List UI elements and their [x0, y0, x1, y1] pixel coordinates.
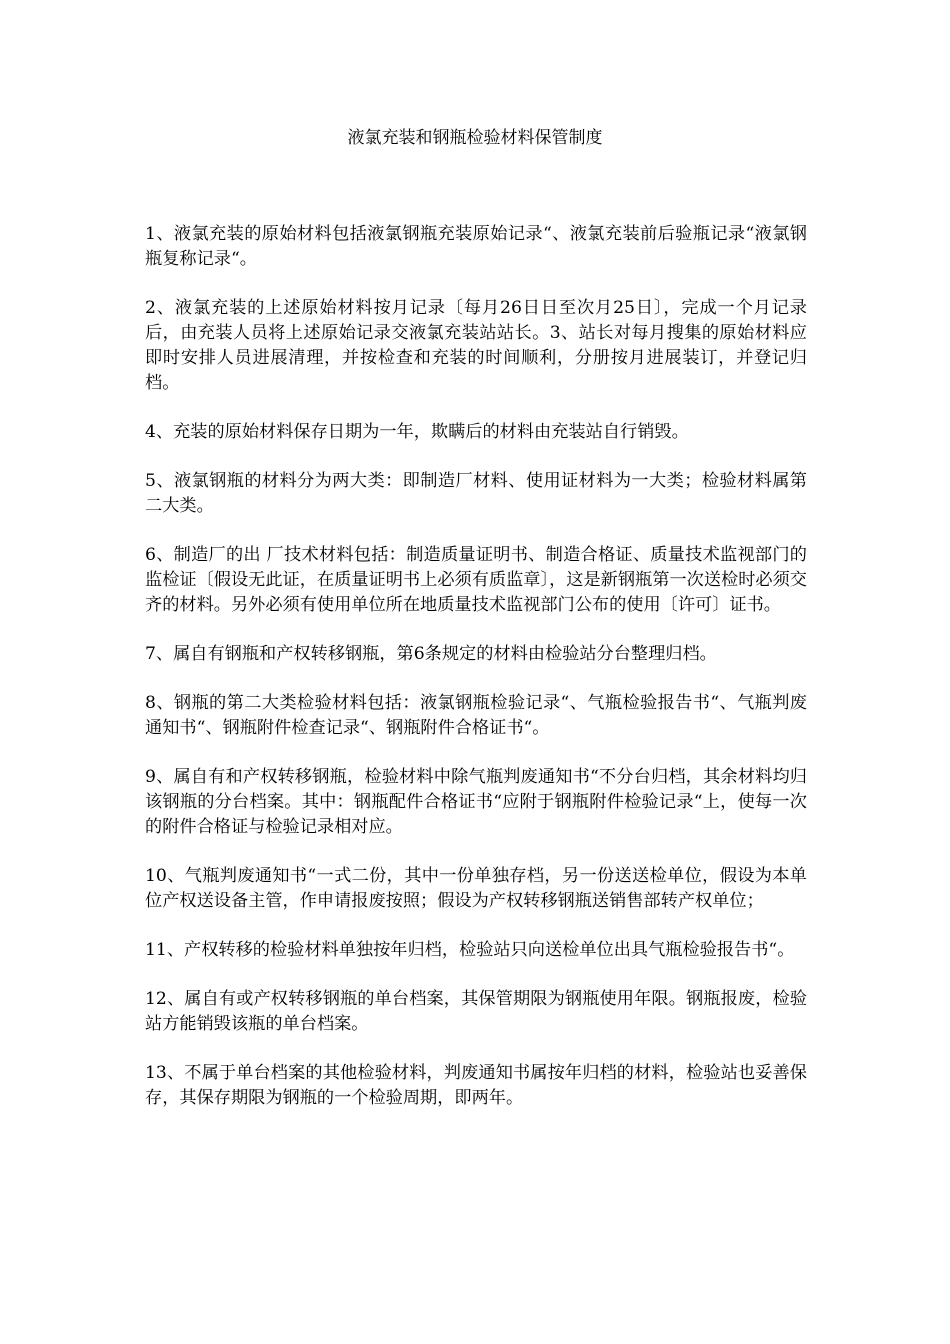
- paragraph-13: 13、不属于单台档案的其他检验材料，判废通知书属按年归档的材料，检验站也妥善保存，其保存期限为钢瓶的一个检验周期，即两年。: [145, 1063, 807, 1108]
- paragraph-6: 6、制造厂的出 厂技术材料包括：制造质量证明书、制造合格证、质量技术监视部门的监检证〔假设无此证，在质量证明书上必须有质监章〕，这是新钢瓶第一次送检时必须交齐的材料。另外必须有使用单位所在地质量技术监视部门公布的使用〔许可〕证书。: [145, 545, 807, 615]
- document-title: 液氯充装和钢瓶检验材料保管制度: [347, 128, 603, 148]
- paragraph-1: 1、液氯充装的原始材料包括液氯钢瓶充装原始记录“、液氯充装前后验瓶记录“液氯钢瓶复称记录“。: [145, 224, 807, 269]
- paragraph-2: 2、液氯充装的上述原始材料按月记录〔每月26日日至次月25日〕，完成一个月记录后，由充装人员将上述原始记录交液氯充装站站长。3、站长对每月搜集的原始材料应即时安排人员进展清理，并按检查和充装的时间顺利，分册按月进展装订，并登记归档。: [145, 298, 807, 393]
- paragraph-5: 5、液氯钢瓶的材料分为两大类：即制造厂材料、使用证材料为一大类；检验材料属第二大类。: [145, 471, 807, 516]
- paragraph-12: 12、属自有或产权转移钢瓶的单台档案，其保管期限为钢瓶使用年限。钢瓶报废，检验站方能销毁该瓶的单台档案。: [145, 989, 807, 1034]
- paragraph-4: 4、充装的原始材料保存日期为一年，欺瞒后的材料由充装站自行销毁。: [145, 422, 689, 442]
- paragraph-7: 7、属自有钢瓶和产权转移钢瓶，第6条规定的材料由检验站分台整理归档。: [145, 644, 717, 664]
- paragraph-10: 10、气瓶判废通知书“一式二份，其中一份单独存档，另一份送送检单位，假设为本单位产权送设备主管，作申请报废按照；假设为产权转移钢瓶送销售部转产权单位；: [145, 866, 807, 911]
- paragraph-11: 11、产权转移的检验材料单独按年归档，检验站只向送检单位出具气瓶检验报告书“。: [145, 940, 795, 960]
- paragraph-8: 8、钢瓶的第二大类检验材料包括：液氯钢瓶检验记录“、气瓶检验报告书“、气瓶判废通知书“、钢瓶附件检查记录“、钢瓶附件合格证书“。: [145, 693, 807, 738]
- paragraph-9: 9、属自有和产权转移钢瓶，检验材料中除气瓶判废通知书“不分台归档，其余材料均归该钢瓶的分台档案。其中：钢瓶配件合格证书“应附于钢瓶附件检验记录“上，使每一次的附件合格证与检验记录相对应。: [145, 767, 807, 837]
- document-body: [145, 222, 807, 1135]
